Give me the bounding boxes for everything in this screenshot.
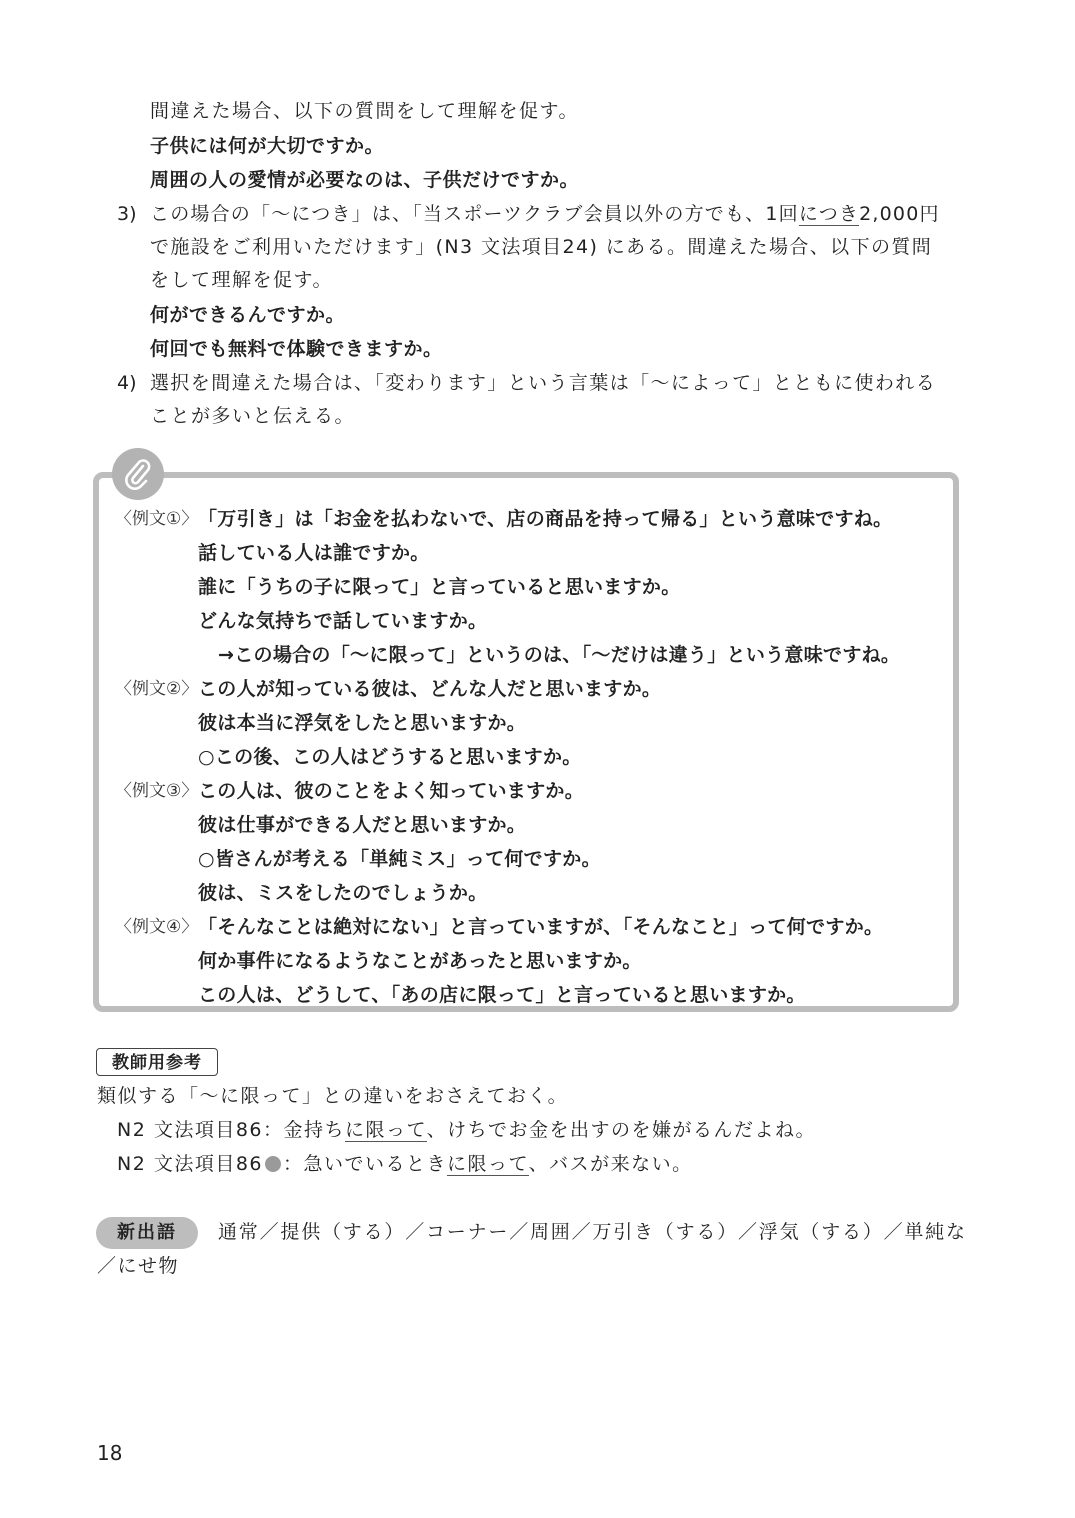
example-2-line-1: この人が知っている彼は、どんな人だと思いますか。	[198, 678, 662, 700]
example-2-line-2: 彼は本当に浮気をしたと思いますか。	[198, 712, 527, 734]
item-3-question-1: 何ができるんですか。	[150, 304, 346, 326]
example-4-label: 〈例文④〉	[115, 917, 199, 937]
reference-example-1: N2 文法項目86：金持ちに限って、けちでお金を出すのを嫌がるんだよね。	[117, 1119, 816, 1141]
example-1-line-1: 「万引き」は「お金を払わないで、店の商品を持って帰る」という意味ですね。	[198, 508, 893, 530]
underline-nikagitte-2: に限って	[447, 1153, 529, 1175]
example-3-line-2: 彼は仕事ができる人だと思いますか。	[198, 814, 527, 836]
item-3-line-3: をして理解を促す。	[150, 269, 333, 291]
reference-example-2: N2 文法項目86 ：急いでいるときに限って、バスが来ない。	[117, 1153, 693, 1175]
paperclip-icon	[112, 448, 164, 500]
example-1-line-2: 話している人は誰ですか。	[198, 542, 430, 564]
new-words-line-1: 通常／提供（する）／コーナー／周囲／万引き（する）／浮気（する）／単純な	[218, 1221, 967, 1243]
intro-question-2: 周囲の人の愛情が必要なのは、子供だけですか。	[150, 169, 580, 191]
new-words-line-2: ／にせ物	[97, 1255, 180, 1277]
example-2-line-3: ○この後、この人はどうすると思いますか。	[198, 746, 582, 768]
example-1-line-5: →この場合の「〜に限って」というのは、「〜だけは違う」という意味ですね。	[218, 644, 901, 666]
item-3-line-1: この場合の「〜につき」は、「当スポーツクラブ会員以外の方でも、1回につき2,000円	[150, 203, 940, 225]
underline-nikagitte-1: に限って	[345, 1119, 427, 1141]
teacher-reference-tag: 教師用参考	[96, 1048, 218, 1076]
example-4-line-2: 何か事件になるようなことがあったと思いますか。	[198, 950, 642, 972]
item-3-question-2: 何回でも無料で体験できますか。	[150, 338, 443, 360]
example-3-label: 〈例文③〉	[115, 781, 199, 801]
example-4-line-1: 「そんなことは絶対にない」と言っていますが、「そんなこと」って何ですか。	[198, 916, 884, 938]
item-4-line-2: ことが多いと伝える。	[150, 405, 356, 427]
example-4-line-3: この人は、どうして、「あの店に限って」と言っていると思いますか。	[198, 984, 806, 1006]
underline-nitsuki: につき	[798, 203, 860, 225]
paperclip-mark-icon	[265, 1156, 281, 1172]
item-3-number: 3)	[117, 203, 137, 225]
item-3-line-2: で施設をご利用いただけます」(N3 文法項目24) にある。間違えた場合、以下の質問	[150, 236, 933, 258]
item-4-number: 4)	[117, 372, 137, 394]
example-3-line-4: 彼は、ミスをしたのでしょうか。	[198, 882, 488, 904]
example-3-line-1: この人は、彼のことをよく知っていますか。	[198, 780, 585, 802]
new-words-tag: 新出語	[96, 1217, 198, 1249]
teacher-reference-text: 類似する「〜に限って」との違いをおさえておく。	[97, 1085, 569, 1107]
page-number: 18	[97, 1441, 123, 1465]
example-1-line-3: 誰に「うちの子に限って」と言っていると思いますか。	[198, 576, 681, 598]
example-1-label: 〈例文①〉	[115, 509, 199, 529]
example-3-line-3: ○皆さんが考える「単純ミス」って何ですか。	[198, 848, 601, 870]
intro-text: 間違えた場合、以下の質問をして理解を促す。	[150, 100, 579, 122]
item-4-line-1: 選択を間違えた場合は、「変わります」という言葉は「〜によって」とともに使われる	[150, 372, 937, 394]
example-2-label: 〈例文②〉	[115, 679, 199, 699]
example-1-line-4: どんな気持ちで話していますか。	[198, 610, 488, 632]
intro-question-1: 子供には何が大切ですか。	[150, 135, 385, 157]
